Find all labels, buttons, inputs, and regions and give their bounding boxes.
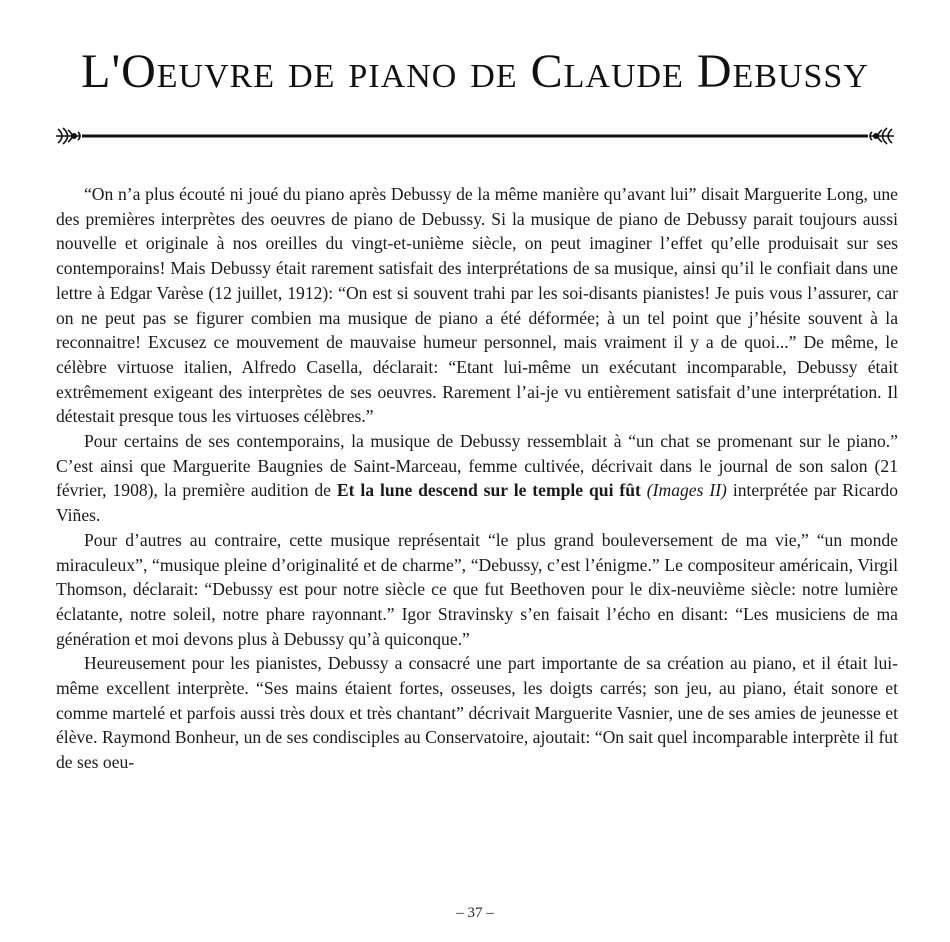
page-number: – 37 – [456,905,494,921]
paragraph-1 [56,182,898,429]
fleuron-right-icon [870,128,894,144]
body-text [56,182,898,775]
paragraph-2-text-end: interprétée par Ricardo Viñes. [56,480,898,526]
page-title: L'Oeuvre de piano de Claude Debussy [81,45,869,98]
paragraph-2 [56,429,898,528]
paragraph-3 [56,528,898,652]
fleuron-left-icon [56,128,80,144]
paragraph-4-text: Heureusement pour les pianistes, Debussy a consacré une part importante de sa création au piano, et il était lui-même excellent interprète. “Ses mains étaient fortes, osseuses, les doigts carrés; son jeu, au piano, était sonore et comme martelé et parfois aussi très doux et très chantant” décrivait Marguerite Vasnier, une de ses amies de jeunesse et élève. Raymond Bonheur, un de ses condisciples au Conservatoire, ajoutait: “On sait quel incomparable interprète il fut de ses oeu- [56,653,898,773]
paragraph-1-text: “On n’a plus écouté ni joué du piano après Debussy de la même manière qu’avant lui” disait Marguerite Long, une des premières interprètes des oeuvres de piano de Debussy. Si la musique de piano de Debussy parait toujours aussi nouvelle et originale à nos oreilles du vingt-et-unième siècle, on peut imaginer l’effet qu’elle produisait sur ses contemporains! Mais Debussy était rarement satisfait des interprétations de sa musique, ainsi qu’il le confiait dans une lettre à Edgar Varèse (12 juillet, 1912): “On est si souvent trahi par les soi-disants pianistes! Je puis vous l’assurer, car on ne peut pas se figurer combien ma musique de piano a été déformée; à un tel point que j’hésite souvent à la reconnaitre! Excusez ce mouvement de mauvaise humeur personnel, mais vraiment il y a de quoi...” De même, le célèbre virtuose italien, Alfredo Casella, déclarait: “Etant lui-même un exécutant incomparable, Debussy était extrêmement exigeant des interprètes de ses oeuvres. Rarement l’ai-je vu entièrement satisfait d’une interprétation. Il détestait presque tous les virtuoses célèbres.” [56,184,898,427]
divider-rule [82,135,868,138]
ornamental-divider [54,124,896,148]
paragraph-2-text: Pour certains de ses contemporains, la musique de Debussy ressemblait à “un chat se promenant sur le piano.” C’est ainsi que Marguerite Baugnies de Saint-Marceau, femme cultivée, décrivait dans le journal de son salon (21 février, 1908), la première audition de [56,431,898,501]
paragraph-4 [56,651,898,775]
paragraph-3-text: Pour d’autres au contraire, cette musique représentait “le plus grand bouleversement de ma vie,” “un monde miraculeux”, “musique pleine d’originalité et de charme”, “Debussy, c’est l’énigme.” Le compositeur américain, Virgil Thomson, déclarait: “Debussy est pour notre siècle ce que fut Beethoven pour le dix-neuvième siècle: notre lumière éclatante, notre soleil, notre phare rayonnant.” Igor Stravinsky s’en faisait l’écho en disant: “Les musiciens de ma génération et moi devons plus à Debussy qu’à quiconque.” [56,529,898,649]
work-collection-italic: (Images II) [646,480,727,501]
work-title-bold: Et la lune descend sur le temple qui fût [336,480,641,501]
